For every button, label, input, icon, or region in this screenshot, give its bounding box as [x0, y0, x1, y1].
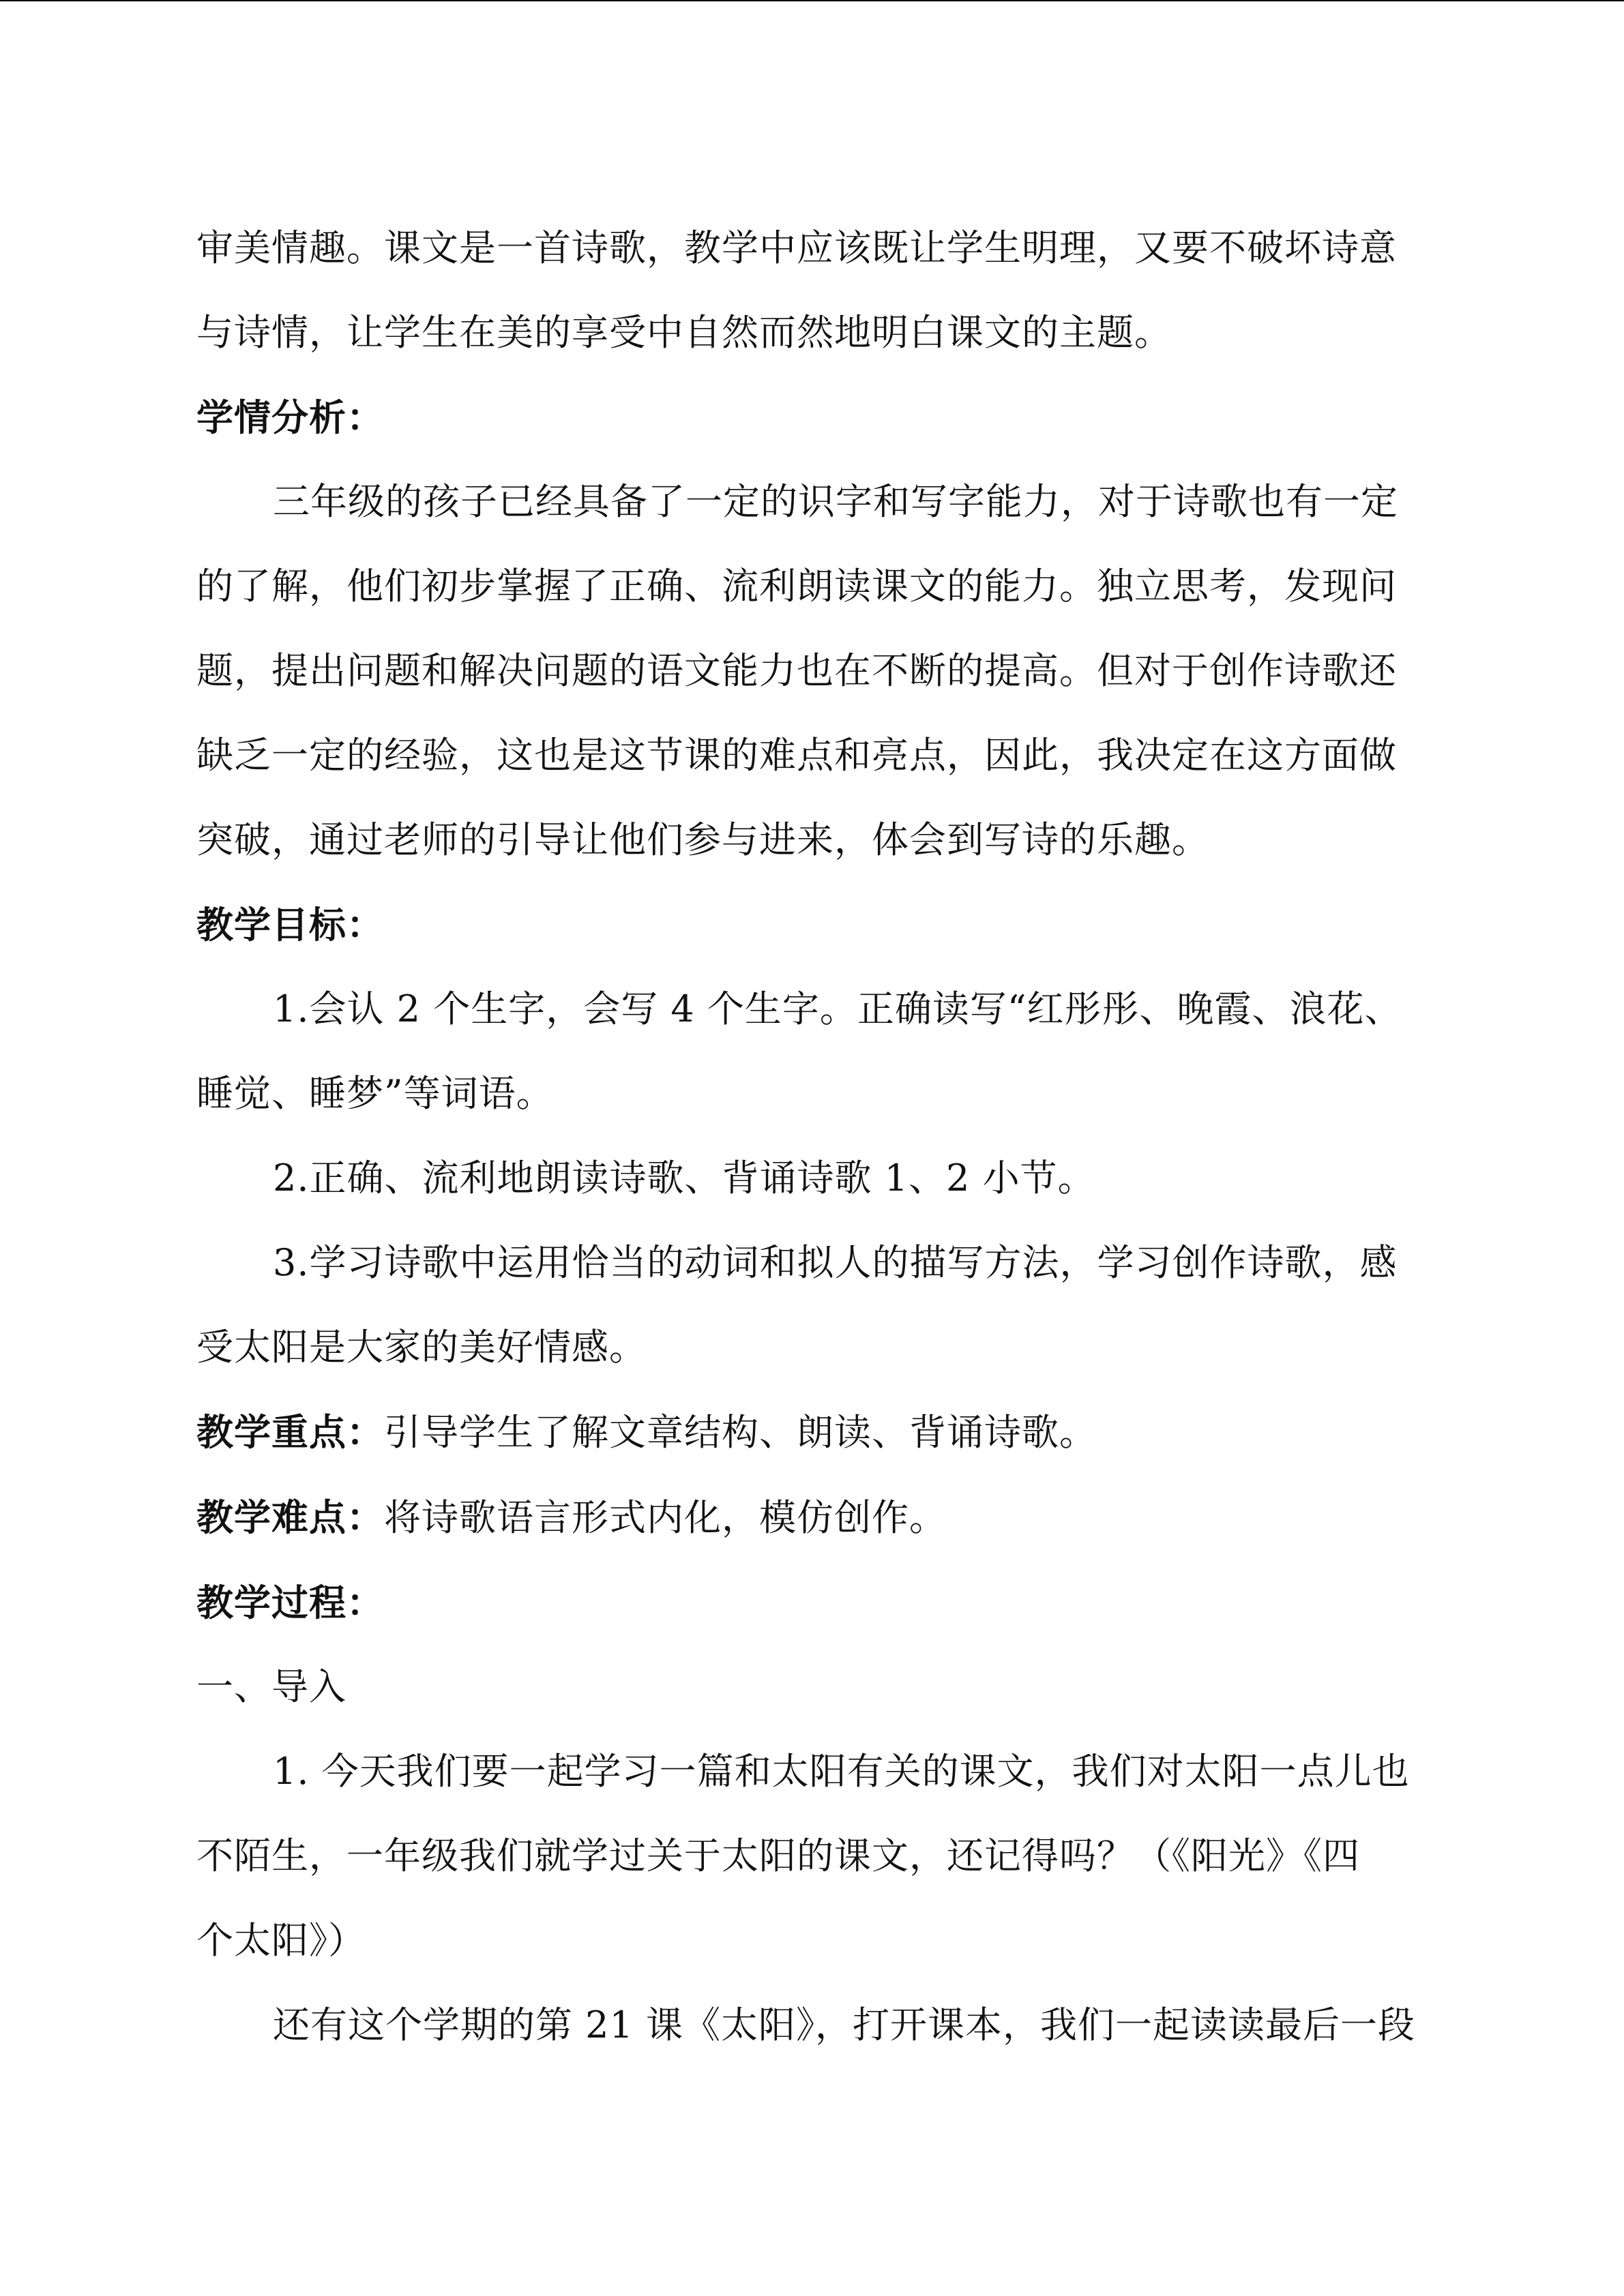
- paragraph-line: 不陌生，一年级我们就学过关于太阳的课文，还记得吗？（《阳光》《四: [196, 1834, 1360, 1877]
- paragraph-line: 突破，通过老师的引导让他们参与进来，体会到写诗的乐趣。: [196, 818, 1209, 861]
- difficulties-line: [196, 1475, 1438, 1560]
- list-item: 3.学习诗歌中运用恰当的动词和拟人的描写方法，学习创作诗歌，感: [273, 1241, 1398, 1284]
- paragraph-line: 三年级的孩子已经具备了一定的识字和写字能力，对于诗歌也有一定: [273, 480, 1398, 523]
- paragraph-line: 还有这个学期的第 21 课《太阳》，打开课本，我们一起读读最后一段: [273, 2003, 1416, 2046]
- paragraph-line: 缺乏一定的经验，这也是这节课的难点和亮点，因此，我决定在这方面做: [196, 734, 1397, 777]
- paragraph-line: 审美情趣。课文是一首诗歌，教学中应该既让学生明理，又要不破坏诗意: [196, 226, 1397, 269]
- section-heading-goals: 教学目标：: [196, 903, 384, 946]
- list-item: 1.会认 2 个生字，会写 4 个生字。正确读写“红彤彤、晚霞、浪花、: [273, 987, 1402, 1030]
- key-points-text: 引导学生了解文章结构、朗读、背诵诗歌。: [384, 1411, 1097, 1454]
- section-heading-analysis: 学情分析：: [196, 396, 384, 439]
- key-points-line: [196, 1390, 1438, 1475]
- paragraph-line: 受太阳是大家的美好情感。: [196, 1326, 647, 1369]
- subsection-heading: 一、导入: [196, 1665, 346, 1708]
- difficulties-label: 教学难点：: [196, 1495, 384, 1539]
- paragraph-line: 睡觉、睡梦”等词语。: [196, 1072, 554, 1115]
- paragraph-line: 个太阳》）: [196, 1919, 366, 1962]
- key-points-label: 教学重点：: [196, 1410, 384, 1454]
- paragraph-line: 题，提出问题和解决问题的语文能力也在不断的提高。但对于创作诗歌还: [196, 649, 1397, 692]
- document-page: [196, 206, 1438, 2068]
- paragraph-line: 的了解，他们初步掌握了正确、流利朗读课文的能力。独立思考，发现问: [196, 565, 1397, 608]
- list-item: 1. 今天我们要一起学习一篇和太阳有关的课文，我们对太阳一点儿也: [273, 1750, 1410, 1793]
- paragraph-line: 与诗情，让学生在美的享受中自然而然地明白课文的主题。: [196, 311, 1172, 354]
- section-heading-process: 教学过程：: [196, 1581, 384, 1624]
- list-item: 2.正确、流利地朗读诗歌、背诵诗歌 1、2 小节。: [273, 1157, 1095, 1199]
- difficulties-text: 将诗歌语言形式内化，模仿创作。: [384, 1496, 947, 1539]
